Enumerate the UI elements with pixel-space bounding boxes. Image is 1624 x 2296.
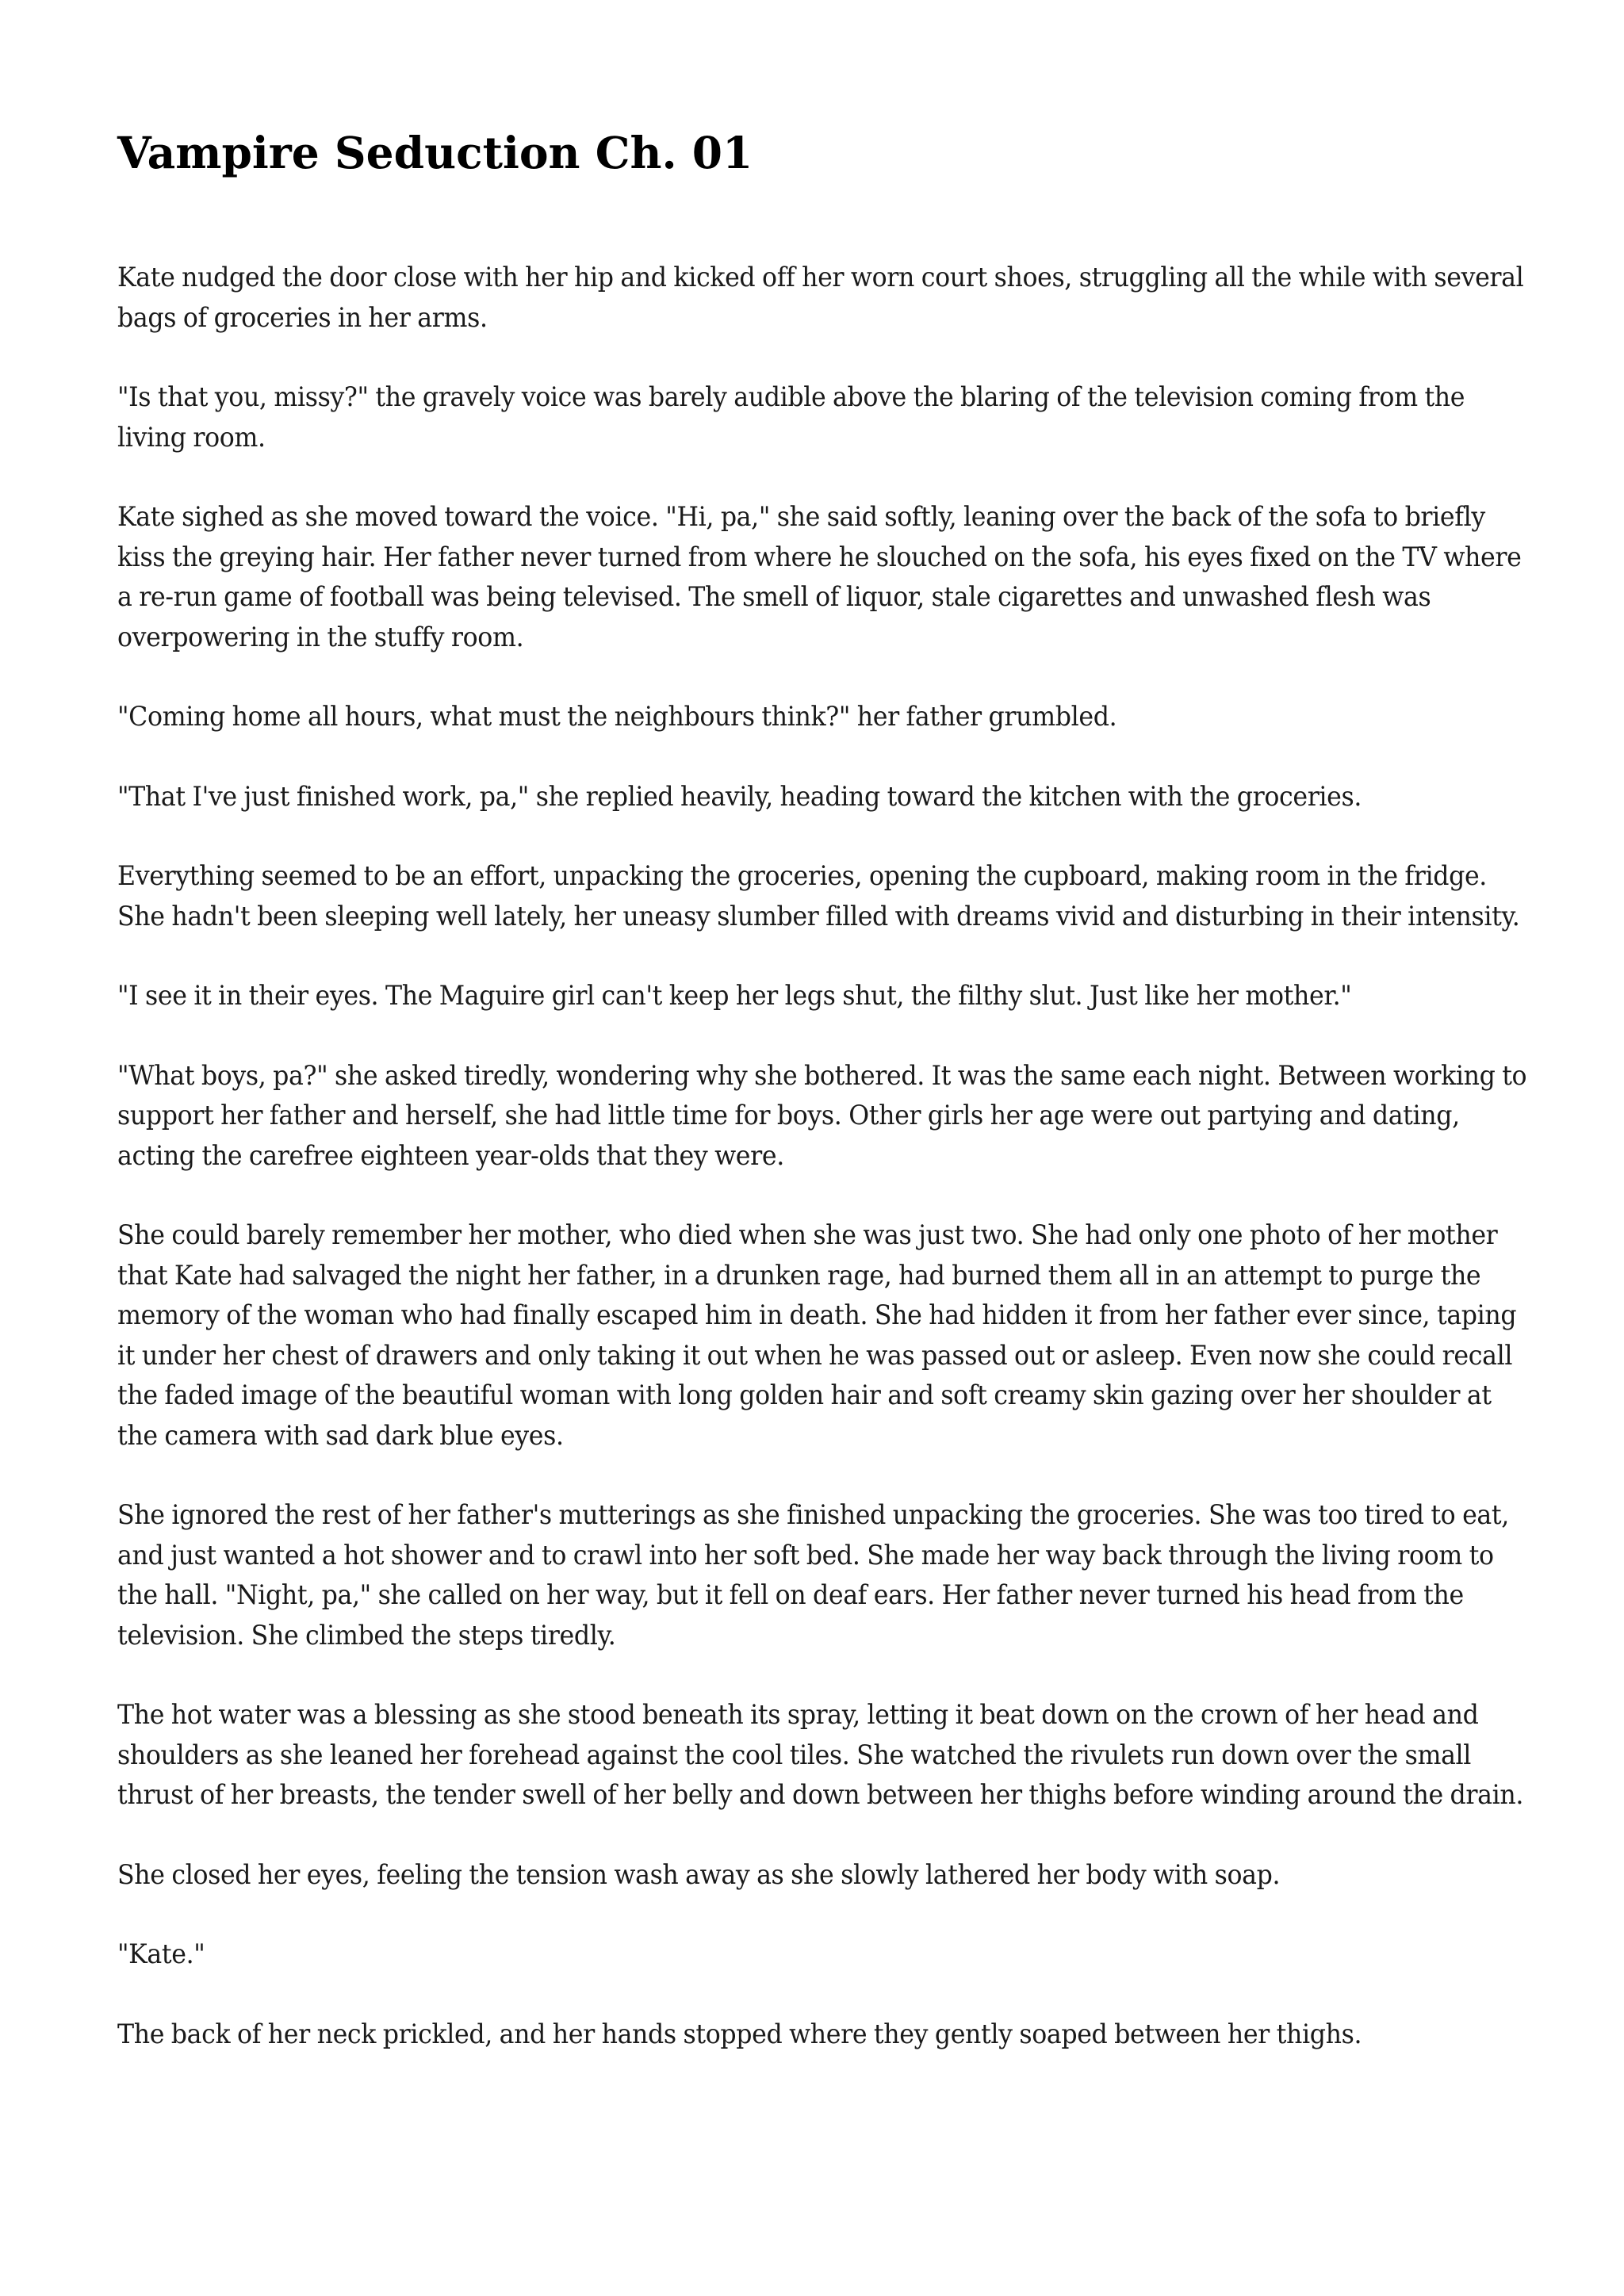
paragraph: Kate nudged the door close with her hip and kicked off her worn court shoes, struggling all the while with several bags of groceries in her arms. [117, 262, 1524, 334]
paragraph: "Kate." [117, 1938, 205, 1970]
page-title: Vampire Seduction Ch. 01 [117, 127, 753, 178]
paragraph: "Coming home all hours, what must the neighbours think?" her father grumbled. [117, 701, 1117, 733]
paragraph: She closed her eyes, feeling the tension wash away as she slowly lathered her body with soap. [117, 1858, 1281, 1891]
paragraph: The back of her neck prickled, and her hands stopped where they gently soaped between her thighs. [117, 2018, 1362, 2050]
paragraph: She ignored the rest of her father's mutterings as she finished unpacking the groceries. She was too tired to eat, and just wanted a hot shower and to crawl into her soft bed. She made her way back through the living room to the hall. "Night, pa," she called on her way, but it fell on deaf ears. Her father never turned his head from the television. She climbed the steps tiredly. [117, 1499, 1509, 1651]
paragraph: "That I've just finished work, pa," she replied heavily, heading toward the kitchen with the groceries. [117, 780, 1362, 813]
story-body [117, 258, 1529, 2094]
paragraph: The hot water was a blessing as she stood beneath its spray, letting it beat down on the crown of her head and shoulders as she leaned her forehead against the cool tiles. She watched the rivulets run down over the small thrust of her breasts, the tender swell of her belly and down between her thighs before winding around the drain. [117, 1699, 1524, 1811]
paragraph: "Is that you, missy?" the gravely voice was barely audible above the blaring of the television coming from the living room. [117, 381, 1465, 453]
paragraph: Kate sighed as she moved toward the voice. "Hi, pa," she said softly, leaning over the back of the sofa to briefly kiss the greying hair. Her father never turned from where he slouched on the sofa, his eyes fixed on the TV where a re-run game of football was being televised. The smell of liquor, stale cigarettes and unwashed flesh was overpowering in the stuffy room. [117, 501, 1522, 653]
paragraph: Everything seemed to be an effort, unpacking the groceries, opening the cupboard, making room in the fridge. She hadn't been sleeping well lately, her uneasy slumber filled with dreams vivid and disturbing in their intensity. [117, 860, 1520, 932]
paragraph: She could barely remember her mother, who died when she was just two. She had only one photo of her mother that Kate had salvaged the night her father, in a drunken rage, had burned them all in an attempt to purge the memory of the woman who had finally escaped him in death. She had hidden it from her father ever since, taping it under her chest of drawers and only taking it out when he was passed out or asleep. Even now she could recall the faded image of the beautiful woman with long golden hair and soft creamy skin gazing over her shoulder at the camera with sad dark blue eyes. [117, 1219, 1517, 1452]
paragraph: "What boys, pa?" she asked tiredly, wondering why she bothered. It was the same each night. Between working to support her father and herself, she had little time for boys. Other girls her age were out partying and dating, acting the carefree eighteen year-olds that they were. [117, 1059, 1527, 1172]
paragraph: "I see it in their eyes. The Maguire girl can't keep her legs shut, the filthy slut. Just like her mother." [117, 980, 1352, 1012]
